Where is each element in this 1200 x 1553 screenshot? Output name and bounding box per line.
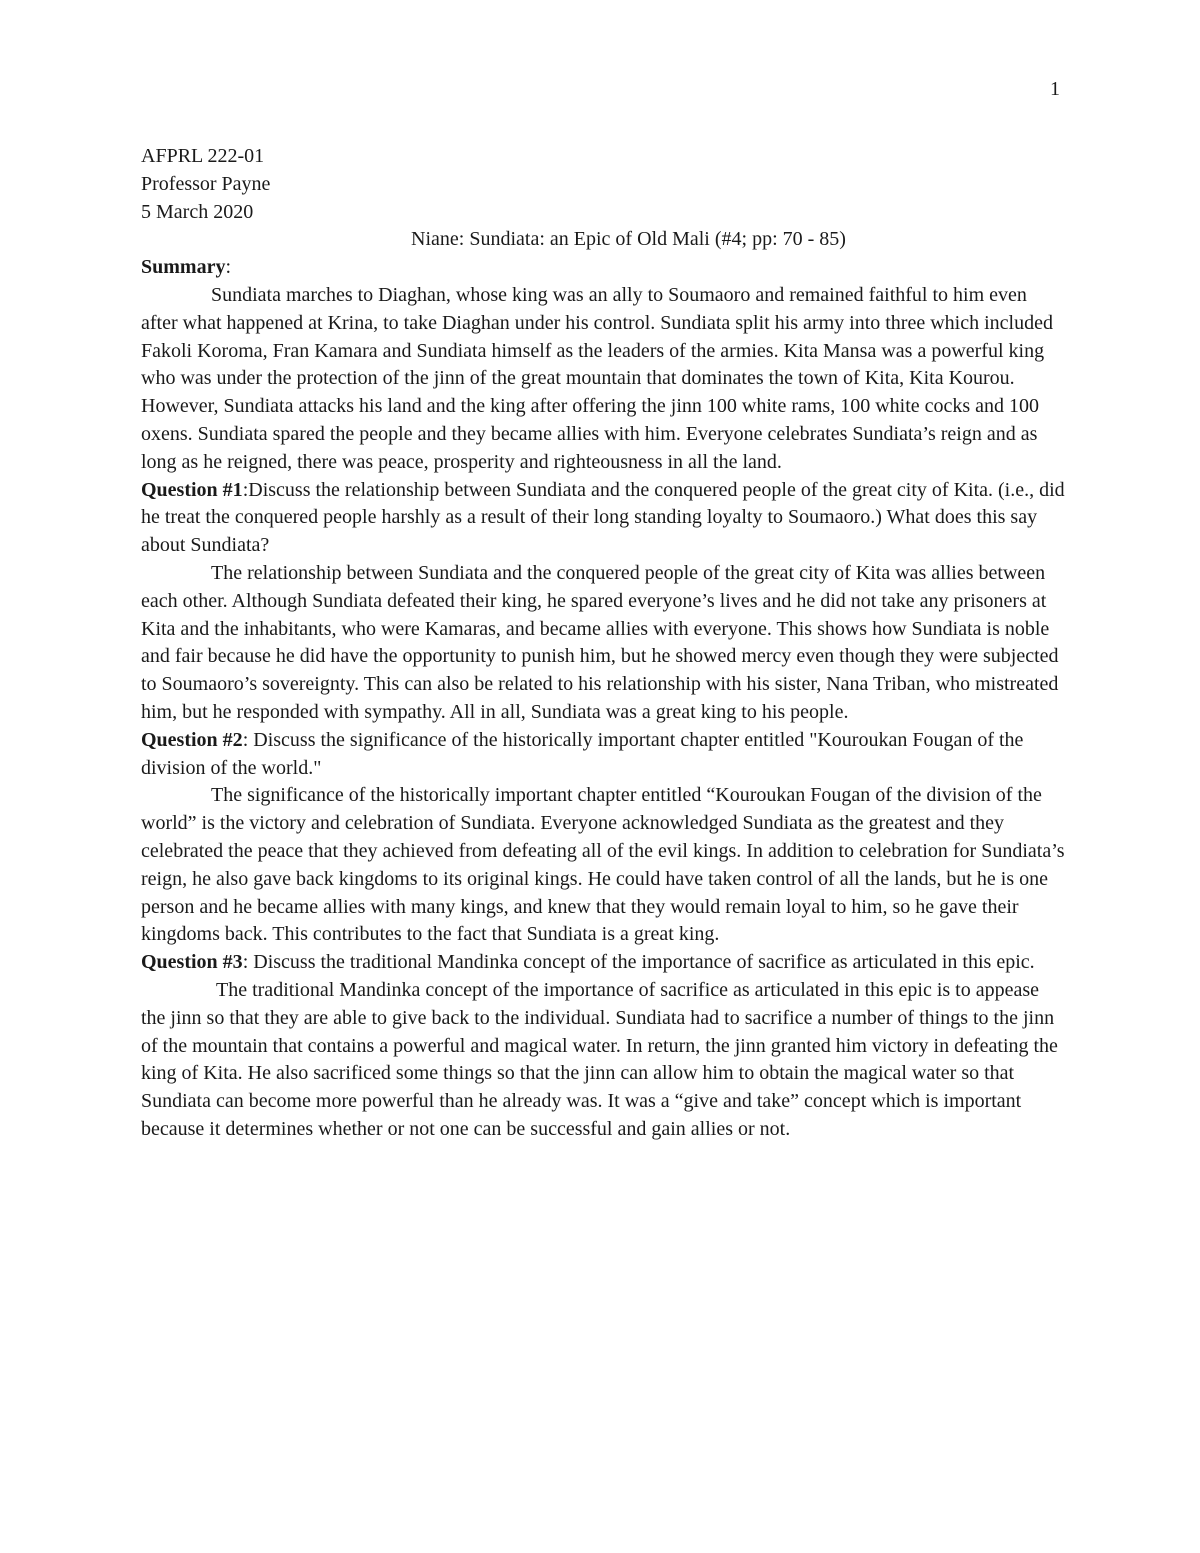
summary-paragraph: Sundiata marches to Diaghan, whose king was an ally to Soumaoro and remained faithful to him even after what happened at Krina, to take Diaghan under his control. Sundiata split his army into three which included Fakoli Koroma, Fran Kamara and Sundiata himself as the leaders of the armies. Kita Mansa was a powerful king who was under the protection of the jinn of the great mountain that dominates the town of Kita, Kita Kourou. However, Sundiata attacks his land and the king after offering the jinn 100 white rams, 100 white cocks and 100 oxens. Sundiata spared the people and they became allies with him. Everyone celebrates Sundiata’s reign and as long as he reigned, there was peace, prosperity and righteousness in all the land. <box>141 283 1053 473</box>
summary-colon: : <box>225 256 232 279</box>
question-3-prompt: : Discuss the traditional Mandinka concept of the importance of sacrifice as articulated in this epic. <box>242 951 1035 974</box>
answer-2-paragraph: The significance of the historically important chapter entitled “Kouroukan Fougan of the division of the world” is the victory and celebration of Sundiata. Everyone acknowledged Sundiata as the greatest and they celebrated the peace that they achieved from defeating all of the evil kings. In addition to celebration for Sundiata’s reign, he also gave back kingdoms to its original kings. He could have taken control of all the lands, but he is one person and he became allies with many kings, and knew that they would remain loyal to him, so he gave their kingdoms back. This contributes to the fact that Sundiata is a great king. <box>141 784 1065 946</box>
question-1 <box>141 477 1066 560</box>
question-1-prompt: :Discuss the relationship between Sundiata and the conquered people of the great city of Kita. (i.e., did he treat the conquered people harshly as a result of their long standing loyalty to Soumaoro.) What does this say about Sundiata? <box>141 478 1065 557</box>
course-code: AFPRL 222-01 <box>141 145 265 167</box>
page-number: 1 <box>1050 78 1060 100</box>
question-2 <box>141 727 1066 783</box>
document-title: Niane: Sundiata: an Epic of Old Mali (#4; pp: 70 - 85) <box>411 228 846 251</box>
question-1-label: Question #1 <box>141 478 243 501</box>
summary-label: Summary <box>141 256 226 279</box>
document-date: 5 March 2020 <box>141 200 254 223</box>
answer-1-paragraph: The relationship between Sundiata and the conquered people of the great city of Kita was allies between each other. Although Sundiata defeated their king, he spared everyone’s lives and he did not take any prisoners at Kita and the inhabitants, who were Kamaras, and became allies with everyone. This shows how Sundiata is noble and fair because he did have the opportunity to punish him, but he showed mercy even though they were subjected to Soumaoro’s sovereignty. This can also be related to his relationship with his sister, Nana Triban, who mistreated him, but he responded with sympathy. All in all, Sundiata was a great king to his people. <box>141 561 1059 723</box>
summary-heading <box>141 254 1066 282</box>
answer-3-paragraph: The traditional Mandinka concept of the importance of sacrifice as articulated in this epic is to appease the jinn so that they are able to give back to the individual. Sundiata had to sacrifice a number of things to the jinn of the mountain that contains a powerful and magical water. In return, the jinn granted him victory in defeating the king of Kita. He also sacrificed some things so that the jinn can allow him to obtain the magical water so that Sundiata can become more powerful than he already was. It was a “give and take” concept which is important because it determines whether or not one can be successful and gain allies or not. <box>141 978 1058 1140</box>
question-2-prompt: : Discuss the significance of the historically important chapter entitled "Kouroukan Fougan of the division of the world." <box>141 728 1024 779</box>
professor-name: Professor Payne <box>141 172 271 195</box>
question-3-label: Question #3 <box>141 951 243 974</box>
document-body <box>141 143 1066 1144</box>
question-3 <box>141 949 1066 977</box>
question-2-label: Question #2 <box>141 728 243 751</box>
